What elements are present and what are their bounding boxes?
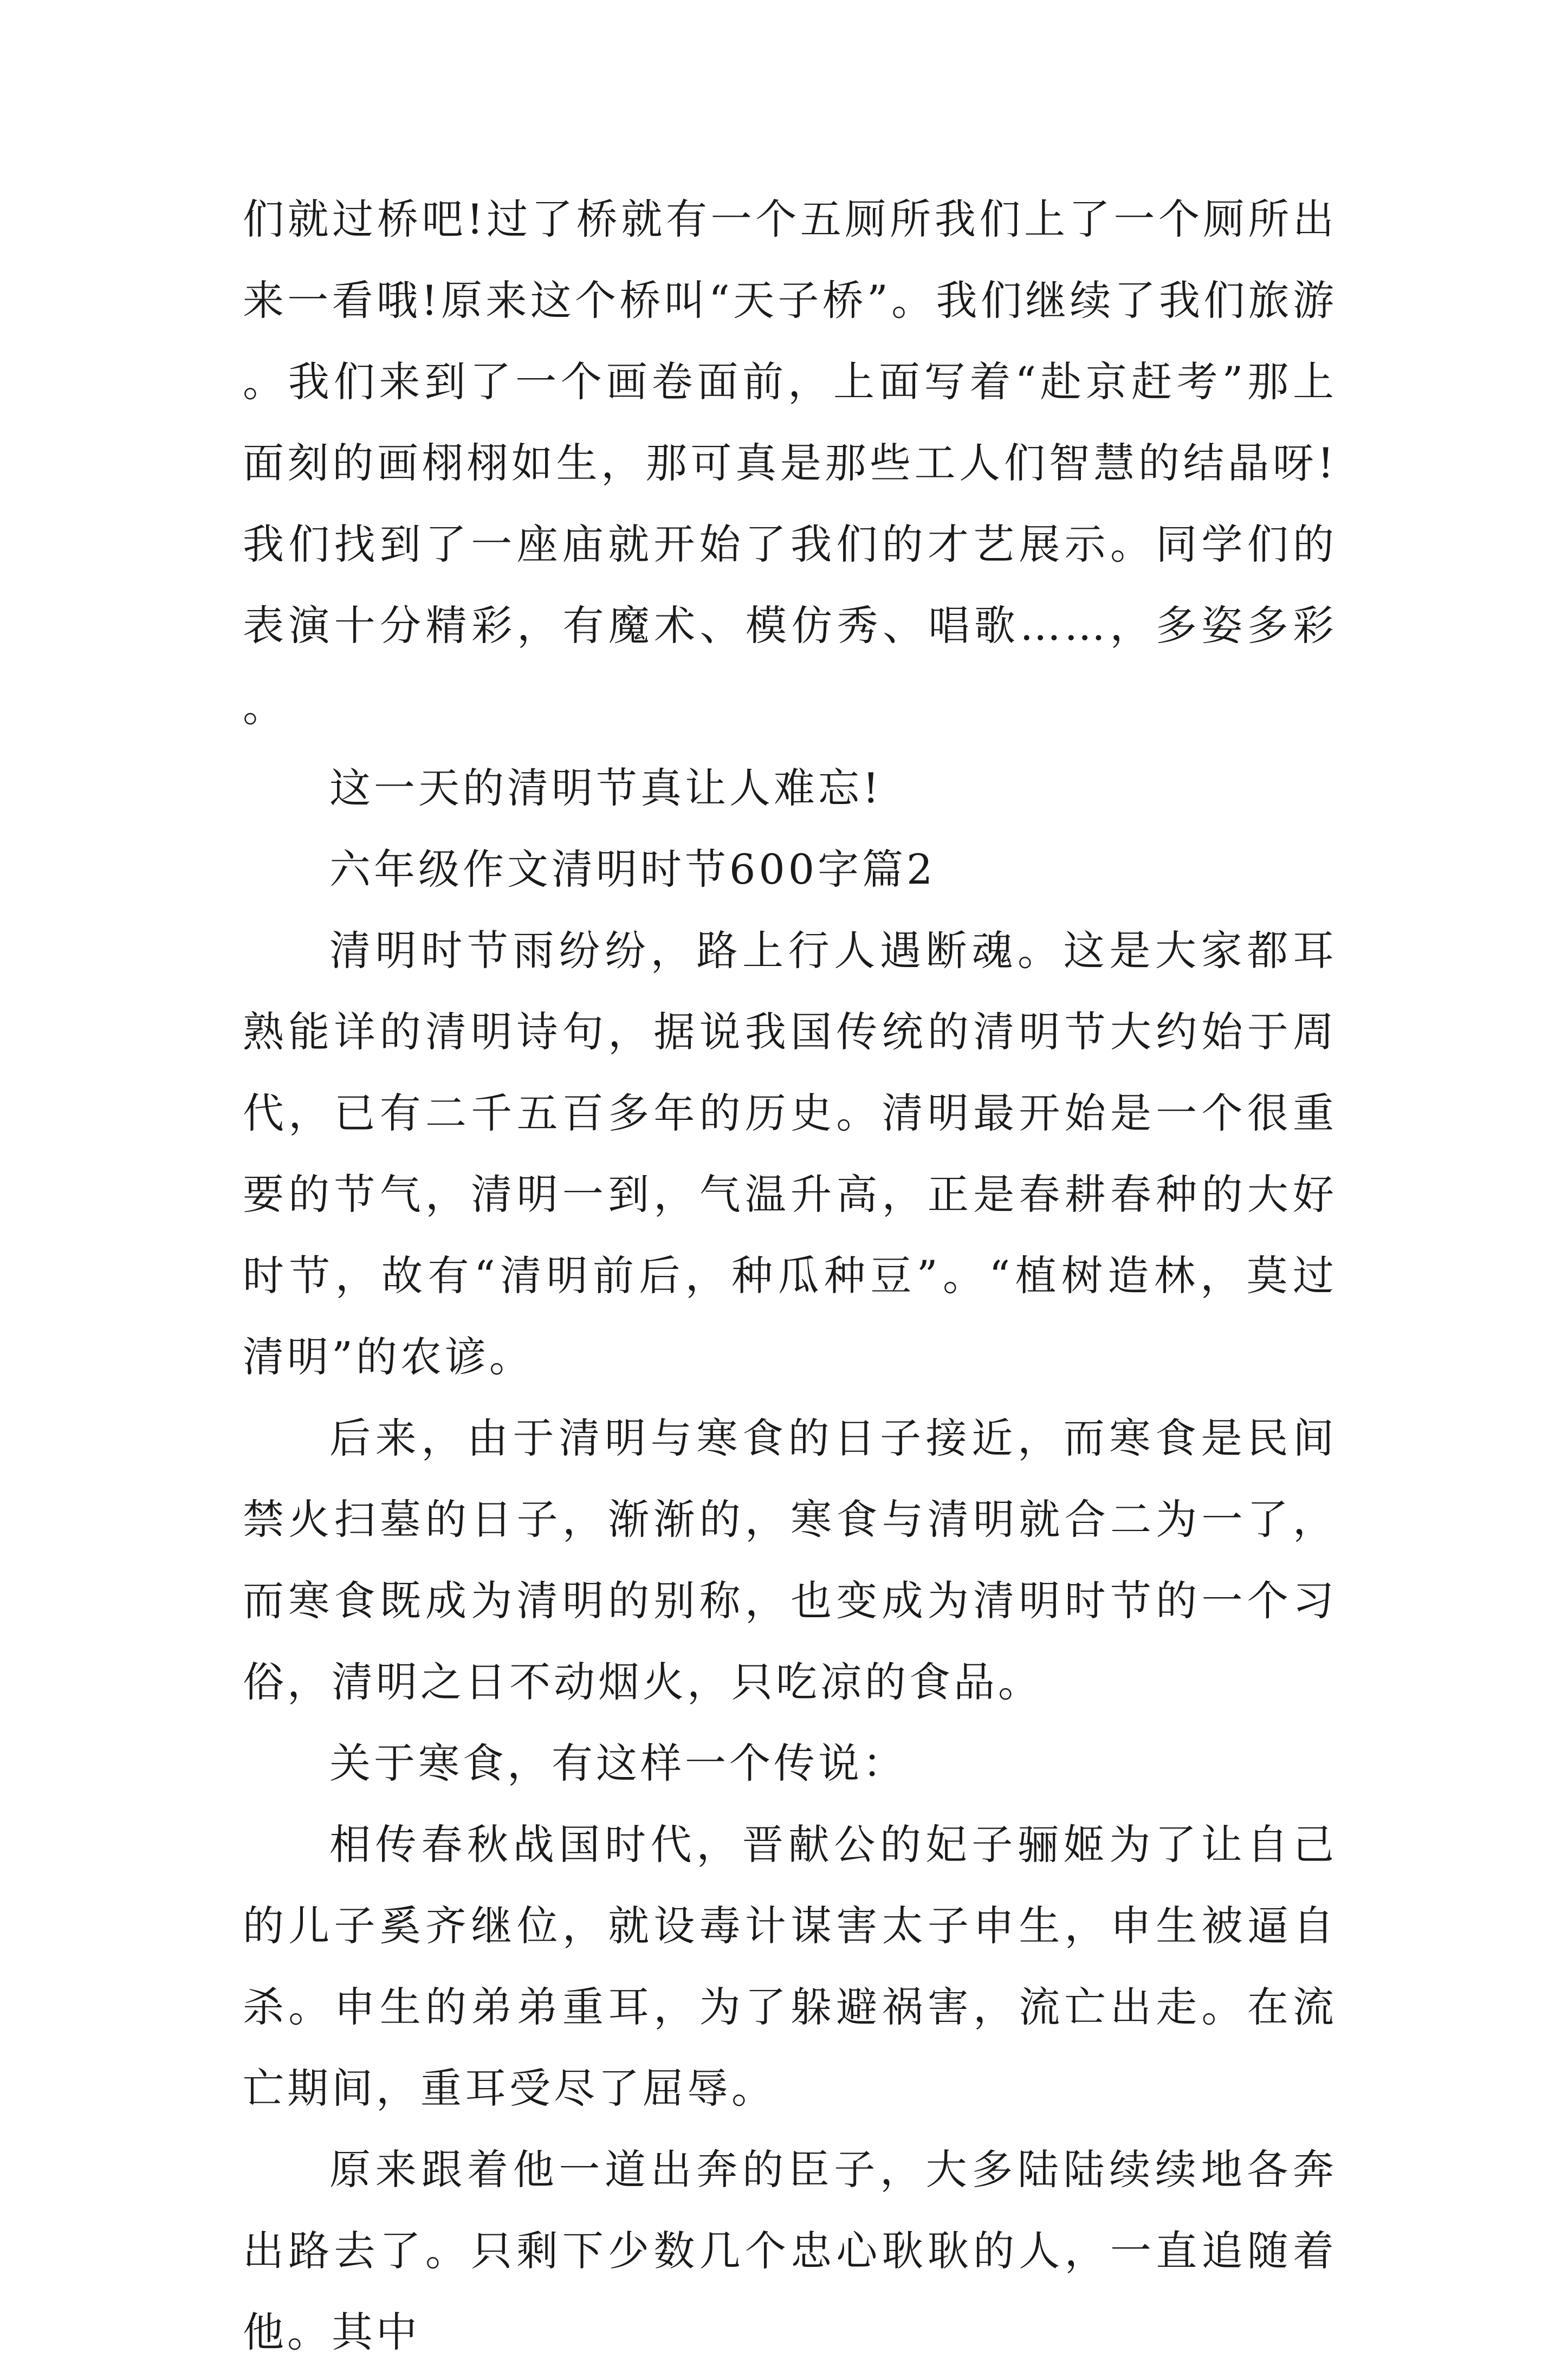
paragraph-chonger-exile: 相传春秋战国时代，晋献公的妃子骊姬为了让自己的儿子奚齐继位，就设毒计谋害太子申生，申生被逼自杀。申生的弟弟重耳，为了躲避祸害，流亡出走。在流亡期间，重耳受尽了屈辱。 [243, 1820, 1337, 2112]
paragraph-cold-food-origin: 后来，由于清明与寒食的日子接近，而寒食是民间禁火扫墓的日子，渐渐的，寒食与清明就合二为一了，而寒食既成为清明的别称，也变成为清明时节的一个习俗，清明之日不动烟火，只吃凉的食品。 [243, 1414, 1337, 1706]
paragraph-loyal-followers: 原来跟着他一道出奔的臣子，大多陆陆续续地各奔出路去了。只剩下少数几个忠心耿耿的人，一直追随着他。其中 [243, 2145, 1337, 2356]
paragraph-qingming-poem: 清明时节雨纷纷，路上行人遇断魂。这是大家都耳熟能详的清明诗句，据说我国传统的清明节大约始于周代，已有二千五百多年的历史。清明最开始是一个很重要的节气，清明一到，气温升高，正是春耕春种的大好时节，故有“清明前后，种瓜种豆”。“植树造林，莫过清明”的农谚。 [243, 926, 1337, 1381]
paragraph-memorable-day: 这一天的清明节真让人难忘! [329, 764, 883, 812]
document-body [243, 179, 1337, 2373]
paragraph-tianzi-bridge: 们就过桥吧!过了桥就有一个五厕所我们上了一个厕所出来一看哦!原来这个桥叫“天子桥”。我们继续了我们旅游。我们来到了一个画卷面前，上面写着“赴京赶考”那上面刻的画栩栩如生，那可真是那些工人们智慧的结晶呀!我们找到了一座庙就开始了我们的才艺展示。同学们的表演十分精彩，有魔术、模仿秀、唱歌……，多姿多彩。 [243, 195, 1337, 731]
paragraph-legend-intro: 关于寒食，有这样一个传说： [329, 1739, 907, 1787]
essay-title-part-2: 六年级作文清明时节600字篇2 [329, 845, 936, 893]
